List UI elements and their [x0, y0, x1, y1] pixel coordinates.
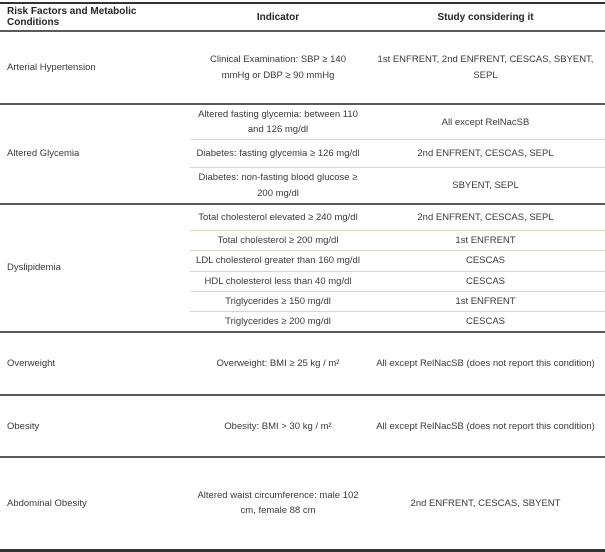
column-header-indicator: Indicator — [256, 11, 300, 23]
study-cell: SBYENT, SEPL — [366, 168, 605, 204]
study-cell: 2nd ENFRENT, CESCAS, SEPL — [417, 211, 554, 223]
condition-cell: Arterial Hypertension — [7, 61, 96, 73]
condition-cell: Overweight — [7, 358, 56, 370]
section-obesity — [0, 395, 605, 457]
section-arterial-hypertension — [0, 31, 605, 104]
risk-factors-table — [0, 2, 605, 552]
table-header — [0, 3, 605, 31]
indicator-cell: Triglycerides ≥ 150 mg/dl — [190, 291, 366, 311]
table-row — [0, 457, 605, 550]
condition-cell: Obesity — [7, 420, 40, 432]
table-row — [0, 395, 605, 457]
indicator-cell: Total cholesterol ≥ 200 mg/dl — [190, 231, 366, 251]
study-cell: 2nd ENFRENT, CESCAS, SEPL — [366, 140, 605, 168]
indicator-cell: Clinical Examination: SBP ≥ 140 mmHg or DBP ≥ 90 mmHg — [210, 54, 346, 81]
table-row — [0, 31, 605, 104]
study-cell: CESCAS — [366, 251, 605, 271]
indicator-cell: LDL cholesterol greater than 160 mg/dl — [190, 251, 366, 271]
section-dyslipidemia — [0, 204, 605, 332]
indicator-cell: Diabetes: fasting glycemia ≥ 126 mg/dl — [190, 140, 366, 168]
section-altered-glycemia — [0, 104, 605, 204]
section-overweight — [0, 332, 605, 395]
table-row — [0, 332, 605, 395]
condition-cell: Abdominal Obesity — [7, 497, 87, 509]
indicator-cell: HDL cholesterol less than 40 mg/dl — [190, 271, 366, 291]
column-header-risk-factors: Risk Factors and Metabolic Conditions — [7, 6, 137, 28]
condition-cell: Altered Glycemia — [7, 148, 80, 160]
condition-cell: Dyslipidemia — [7, 262, 61, 274]
study-cell: All except RelNacSB — [441, 116, 530, 128]
study-cell: 1st ENFRENT, 2nd ENFRENT, CESCAS, SBYENT, SEPL — [377, 54, 594, 81]
study-cell: 2nd ENFRENT, CESCAS, SBYENT — [410, 497, 561, 509]
indicator-cell: Altered fasting glycemia: between 110 and 126 mg/dl — [198, 109, 358, 136]
indicator-cell: Total cholesterol elevated ≥ 240 mg/dl — [198, 211, 358, 223]
section-abdominal-obesity — [0, 457, 605, 550]
study-cell: 1st ENFRENT — [366, 231, 605, 251]
study-cell: All except RelNacSB (does not report this condition) — [376, 358, 595, 370]
indicator-cell: Overweight: BMI ≥ 25 kg / m² — [216, 358, 340, 370]
indicator-cell: Triglycerides ≥ 200 mg/dl — [190, 312, 366, 333]
indicator-cell: Obesity: BMI > 30 kg / m² — [224, 420, 332, 432]
header-row — [0, 3, 605, 31]
table-row — [0, 204, 605, 231]
table-row — [0, 104, 605, 140]
study-cell: 1st ENFRENT — [366, 291, 605, 311]
study-cell: All except RelNacSB (does not report this condition) — [376, 420, 595, 432]
column-header-study: Study considering it — [437, 11, 534, 23]
indicator-cell: Altered waist circumference: male 102 cm, female 88 cm — [197, 490, 359, 517]
indicator-cell: Diabetes: non-fasting blood glucose ≥ 200 mg/dl — [190, 168, 366, 204]
study-cell: CESCAS — [366, 271, 605, 291]
study-cell: CESCAS — [366, 312, 605, 333]
